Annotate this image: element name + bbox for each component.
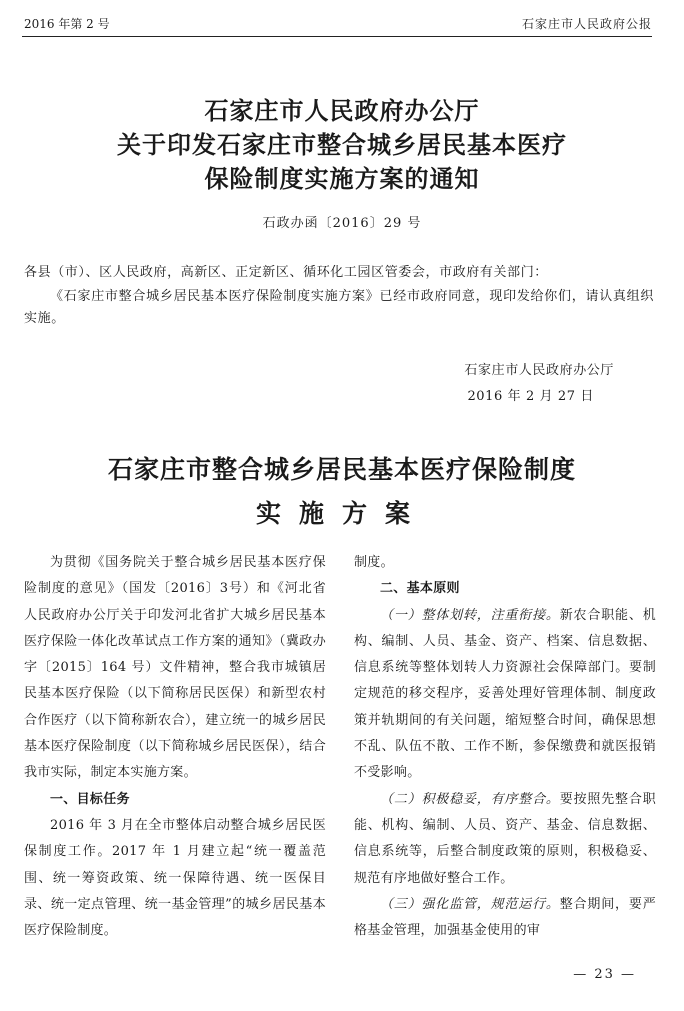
- principle-3-text: 整合期间，要严格基金管理，加强基金使用的审: [354, 896, 656, 939]
- notice-title: [0, 94, 684, 196]
- addressee: 各县（市）、区人民政府，高新区、正定新区、循环化工园区管委会，市政府有关部门：: [24, 265, 548, 280]
- signature-block: [394, 358, 614, 410]
- document-number: 石政办函〔2016〕29 号: [262, 216, 422, 231]
- section-heading-2: 二、基本原则: [380, 581, 460, 597]
- principle-3: [354, 892, 656, 945]
- principle-3-label: （三）强化监管，规范运行。: [380, 896, 560, 912]
- principle-1-label: （一）整体划转，注重衔接。: [380, 607, 560, 623]
- intro-continuation: 制度。: [354, 555, 394, 570]
- page-header: [22, 8, 652, 37]
- principle-2-text: 要按照先整合职能、机构、编制、人员、资产、基金、信息数据、信息系统等，后整合制度政策的原则，积极稳妥、规范有序地做好整合工作。: [354, 791, 656, 886]
- column-right: [354, 550, 656, 944]
- principle-1: [354, 603, 656, 787]
- intro-paragraph: 为贯彻《国务院关于整合城乡居民基本医疗保险制度的意见》（国发〔2016〕3号）和《河北省人民政府办公厅关于印发河北省扩大城乡居民基本医疗保险一体化改革试点工作方案的通知》（冀政办字〔2015〕164 号）文件精神，整合我市城镇居民基本医疗保险（以下简称居民医保）和新型农村合作医疗（以下简称新农合），建立统一的城乡居民基本医疗保险制度（以下简称城乡居民医保），结合我市实际，制定本实施方案。: [24, 555, 326, 781]
- section1-paragraph: 2016 年 3 月在全市整体启动整合城乡居民医保制度工作。2017 年 1 月建立起“统一覆盖范围、统一筹资政策、统一保障待遇、统一医保目录、统一定点管理、统一基金管理”的城乡居民基本医疗保险制度。: [24, 817, 326, 939]
- section-heading-1: 一、目标任务: [50, 791, 130, 807]
- column-left: [24, 550, 326, 944]
- notice-title-line: 石家庄市人民政府办公厅: [204, 96, 480, 125]
- signature-org: 石家庄市人民政府办公厅: [464, 363, 614, 378]
- principle-2-label: （二）积极稳妥，有序整合。: [380, 791, 560, 807]
- signature-date: 2016 年 2 月 27 日: [467, 389, 594, 404]
- plan-title-line2: 实施方案: [255, 499, 428, 528]
- principle-1-text: 新农合职能、机构、编制、人员、基金、资产、档案、信息数据、信息系统等整体划转人力资源社会保障部门。要制定规范的移交程序，妥善处理好管理体制、制度政策并轨期间的有关问题，缩短整合时间，确保思想不乱、队伍不散、工作不断，参保缴费和就医报销不受影响。: [354, 607, 656, 781]
- publication-name: 石家庄市人民政府公报: [521, 17, 652, 31]
- issue-label: 2016 年第 2 号: [24, 17, 110, 31]
- principle-2: [354, 787, 656, 892]
- notice-title-line: 保险制度实施方案的通知: [204, 164, 480, 193]
- notice-title-line: 关于印发石家庄市整合城乡居民基本医疗: [117, 130, 567, 159]
- plan-title: [0, 448, 684, 536]
- notice-paragraph: 《石家庄市整合城乡居民基本医疗保险制度实施方案》已经市政府同意，现印发给你们，请认真组织实施。: [24, 289, 654, 326]
- page-number: — 23 —: [573, 967, 636, 982]
- plan-title-line1: 石家庄市整合城乡居民基本医疗保险制度: [107, 455, 576, 484]
